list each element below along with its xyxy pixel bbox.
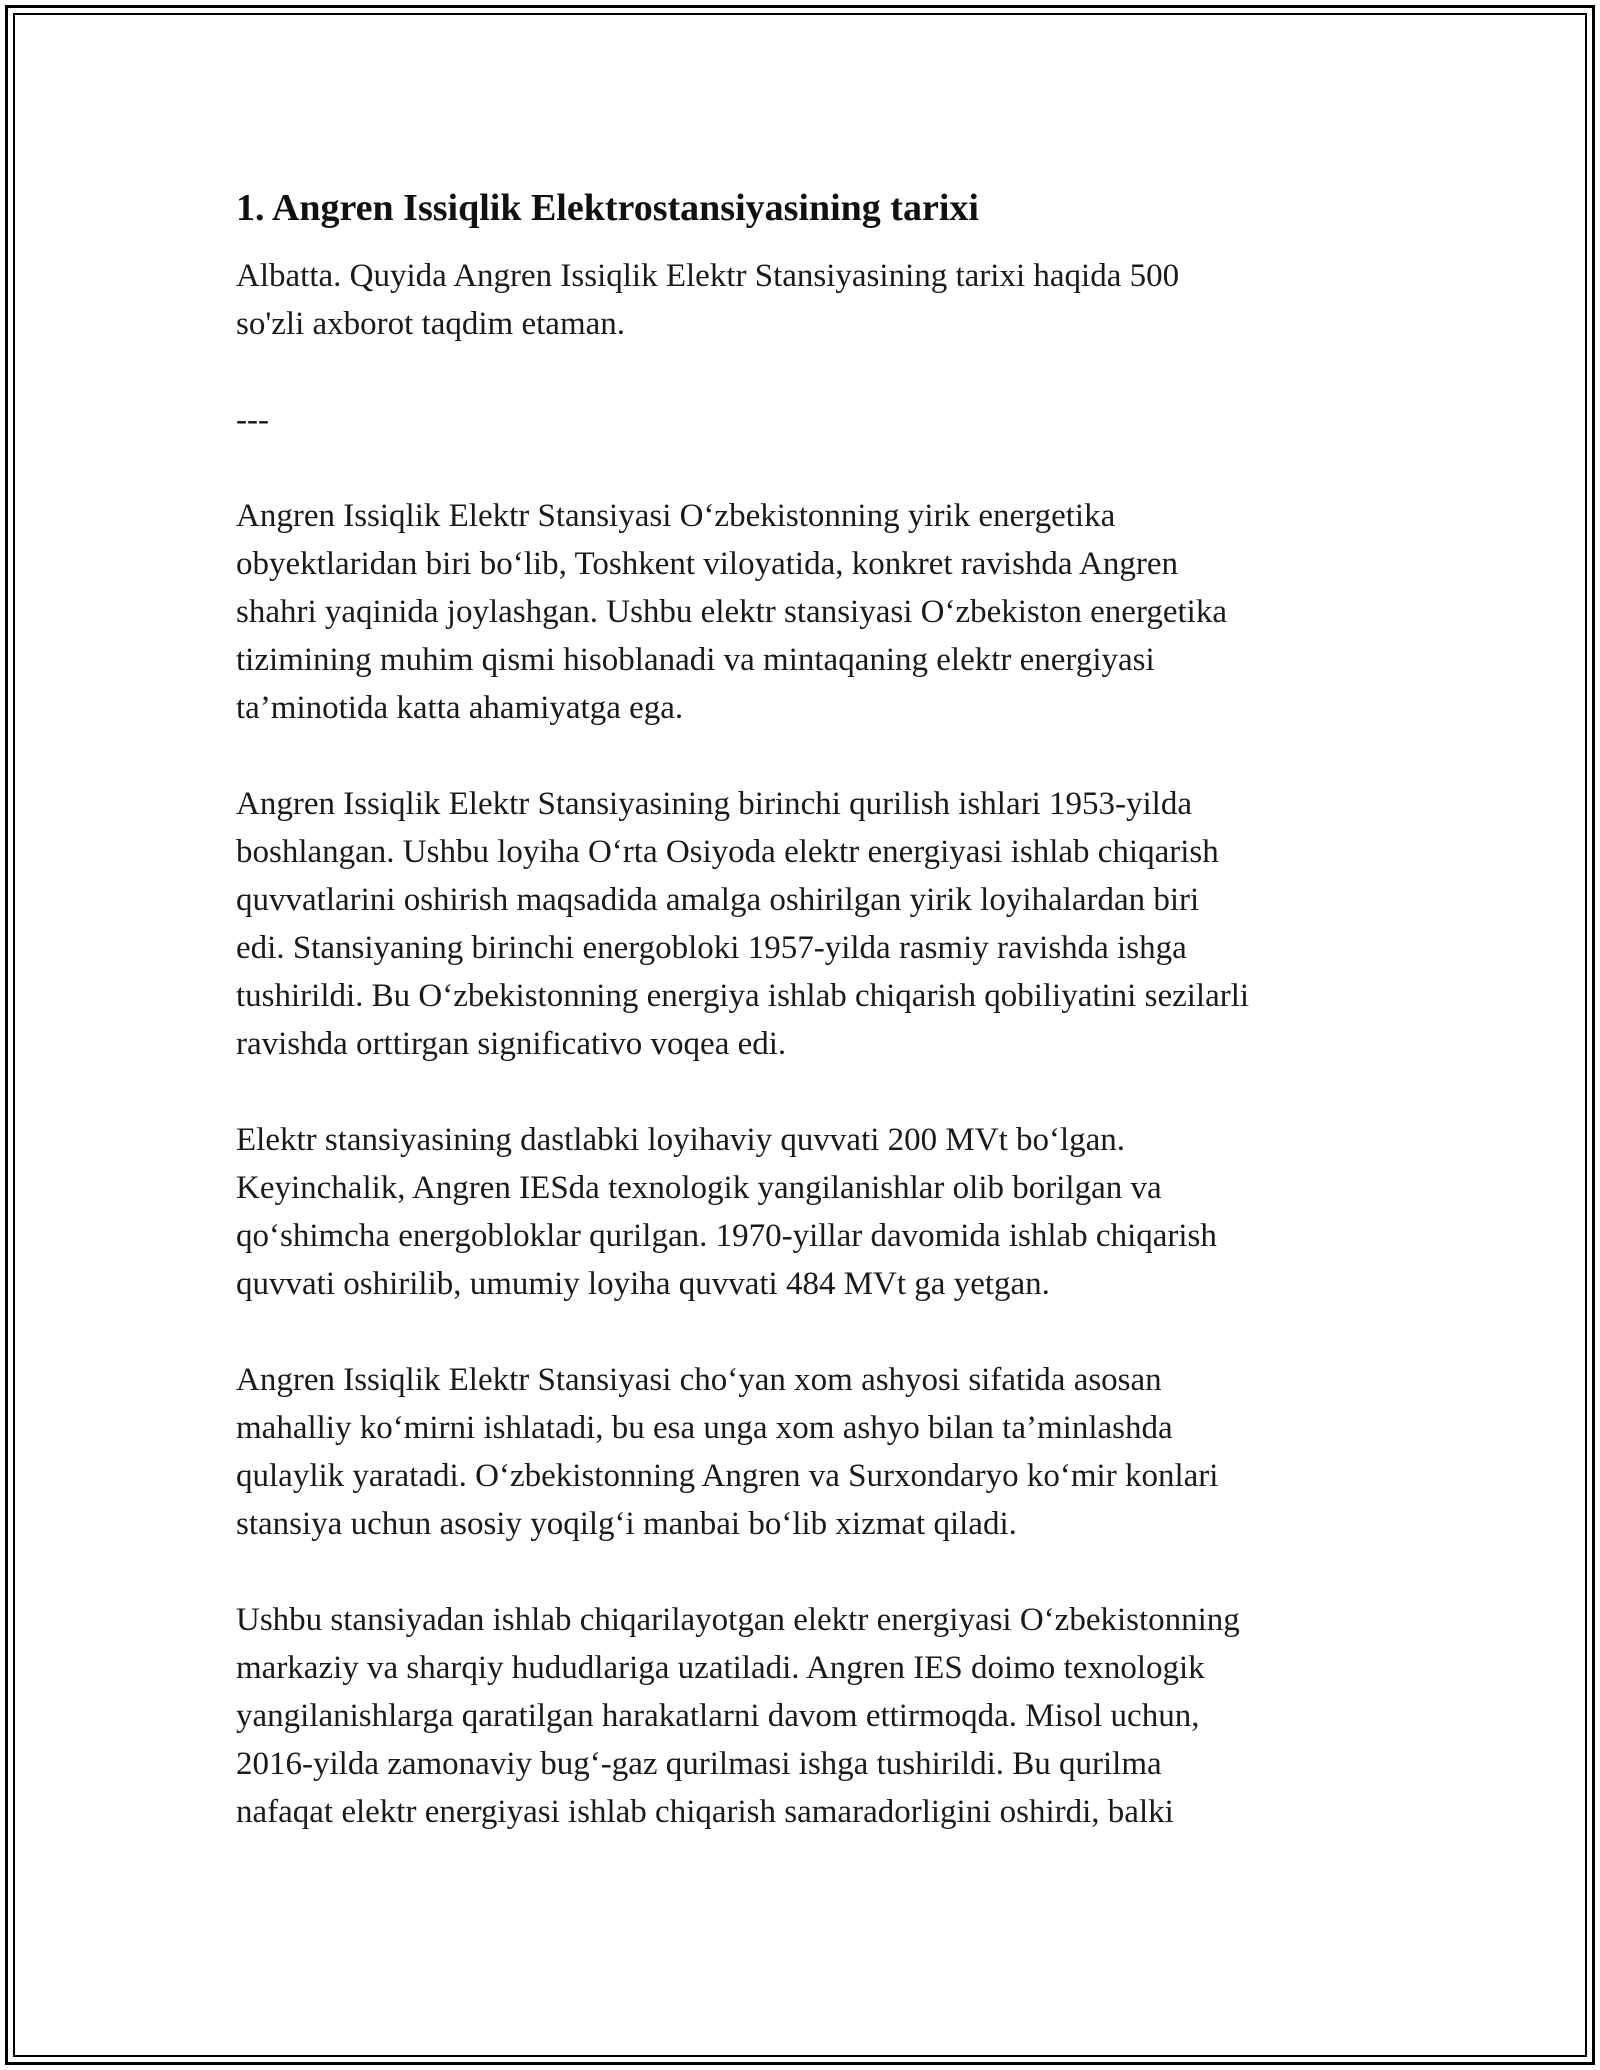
paragraph-capacity: Elektr stansiyasining dastlabki loyihaviy quvvati 200 MVt bo‘lgan. Keyinchalik, Angren IESda texnologik yangilanishlar olib borilgan va qo‘shimcha energobloklar qurilgan. 1970-yillar davomida ishlab chiqarish quvvati oshirilib, umumiy loyiha quvvati 484 MVt ga yetgan. bbox=[236, 1122, 1217, 1302]
paragraph-distribution: Ushbu stansiyadan ishlab chiqarilayotgan elektr energiyasi O‘zbekistonning markaziy va sharqiy hududlariga uzatiladi. Angren IES doimo texnologik yangilanishlarga qaratilgan harakatlarni davom ettirmoqda. Misol uchun, 2016-yilda zamonaviy bug‘-gaz qurilmasi ishga tushirildi. Bu qurilma nafaqat elektr energiyasi ishlab chiqarish samaradorligini oshirdi, balki bbox=[236, 1602, 1240, 1830]
paragraph-construction: Angren Issiqlik Elektr Stansiyasining birinchi qurilish ishlari 1953-yilda boshlangan. Ushbu loyiha O‘rta Osiyoda elektr energiyasi ishlab chiqarish quvvatlarini oshirish maqsadida amalga oshirilgan yirik loyihalardan biri edi. Stansiyaning birinchi energobloki 1957-yilda rasmiy ravishda ishga tushirildi. Bu O‘zbekistonning energiya ishlab chiqarish qobiliyatini sezilarli ravishda orttirgan significativo voqea edi. bbox=[236, 786, 1250, 1062]
document-body bbox=[236, 184, 1386, 1884]
paragraph-overview: Angren Issiqlik Elektr Stansiyasi O‘zbekistonning yirik energetika obyektlaridan biri bo‘lib, Toshkent viloyatida, konkret ravishda Angren shahri yaqinida joylashgan. Ushbu elektr stansiyasi O‘zbekiston energetika tizimining muhim qismi hisoblanadi va mintaqaning elektr energiyasi ta’minotida katta ahamiyatga ega. bbox=[236, 498, 1227, 726]
separator: --- bbox=[236, 402, 269, 438]
intro-paragraph: Albatta. Quyida Angren Issiqlik Elektr Stansiyasining tarixi haqida 500 so'zli axborot taqdim etaman. bbox=[236, 258, 1180, 342]
document-title: 1. Angren Issiqlik Elektrostansiyasining tarixi bbox=[236, 187, 979, 229]
paragraph-fuel: Angren Issiqlik Elektr Stansiyasi cho‘yan xom ashyosi sifatida asosan mahalliy ko‘mirni ishlatadi, bu esa unga xom ashyo bilan ta’minlashda qulaylik yaratadi. O‘zbekistonning Angren va Surxondaryo ko‘mir konlari stansiya uchun asosiy yoqilg‘i manbai bo‘lib xizmat qiladi. bbox=[236, 1362, 1219, 1542]
